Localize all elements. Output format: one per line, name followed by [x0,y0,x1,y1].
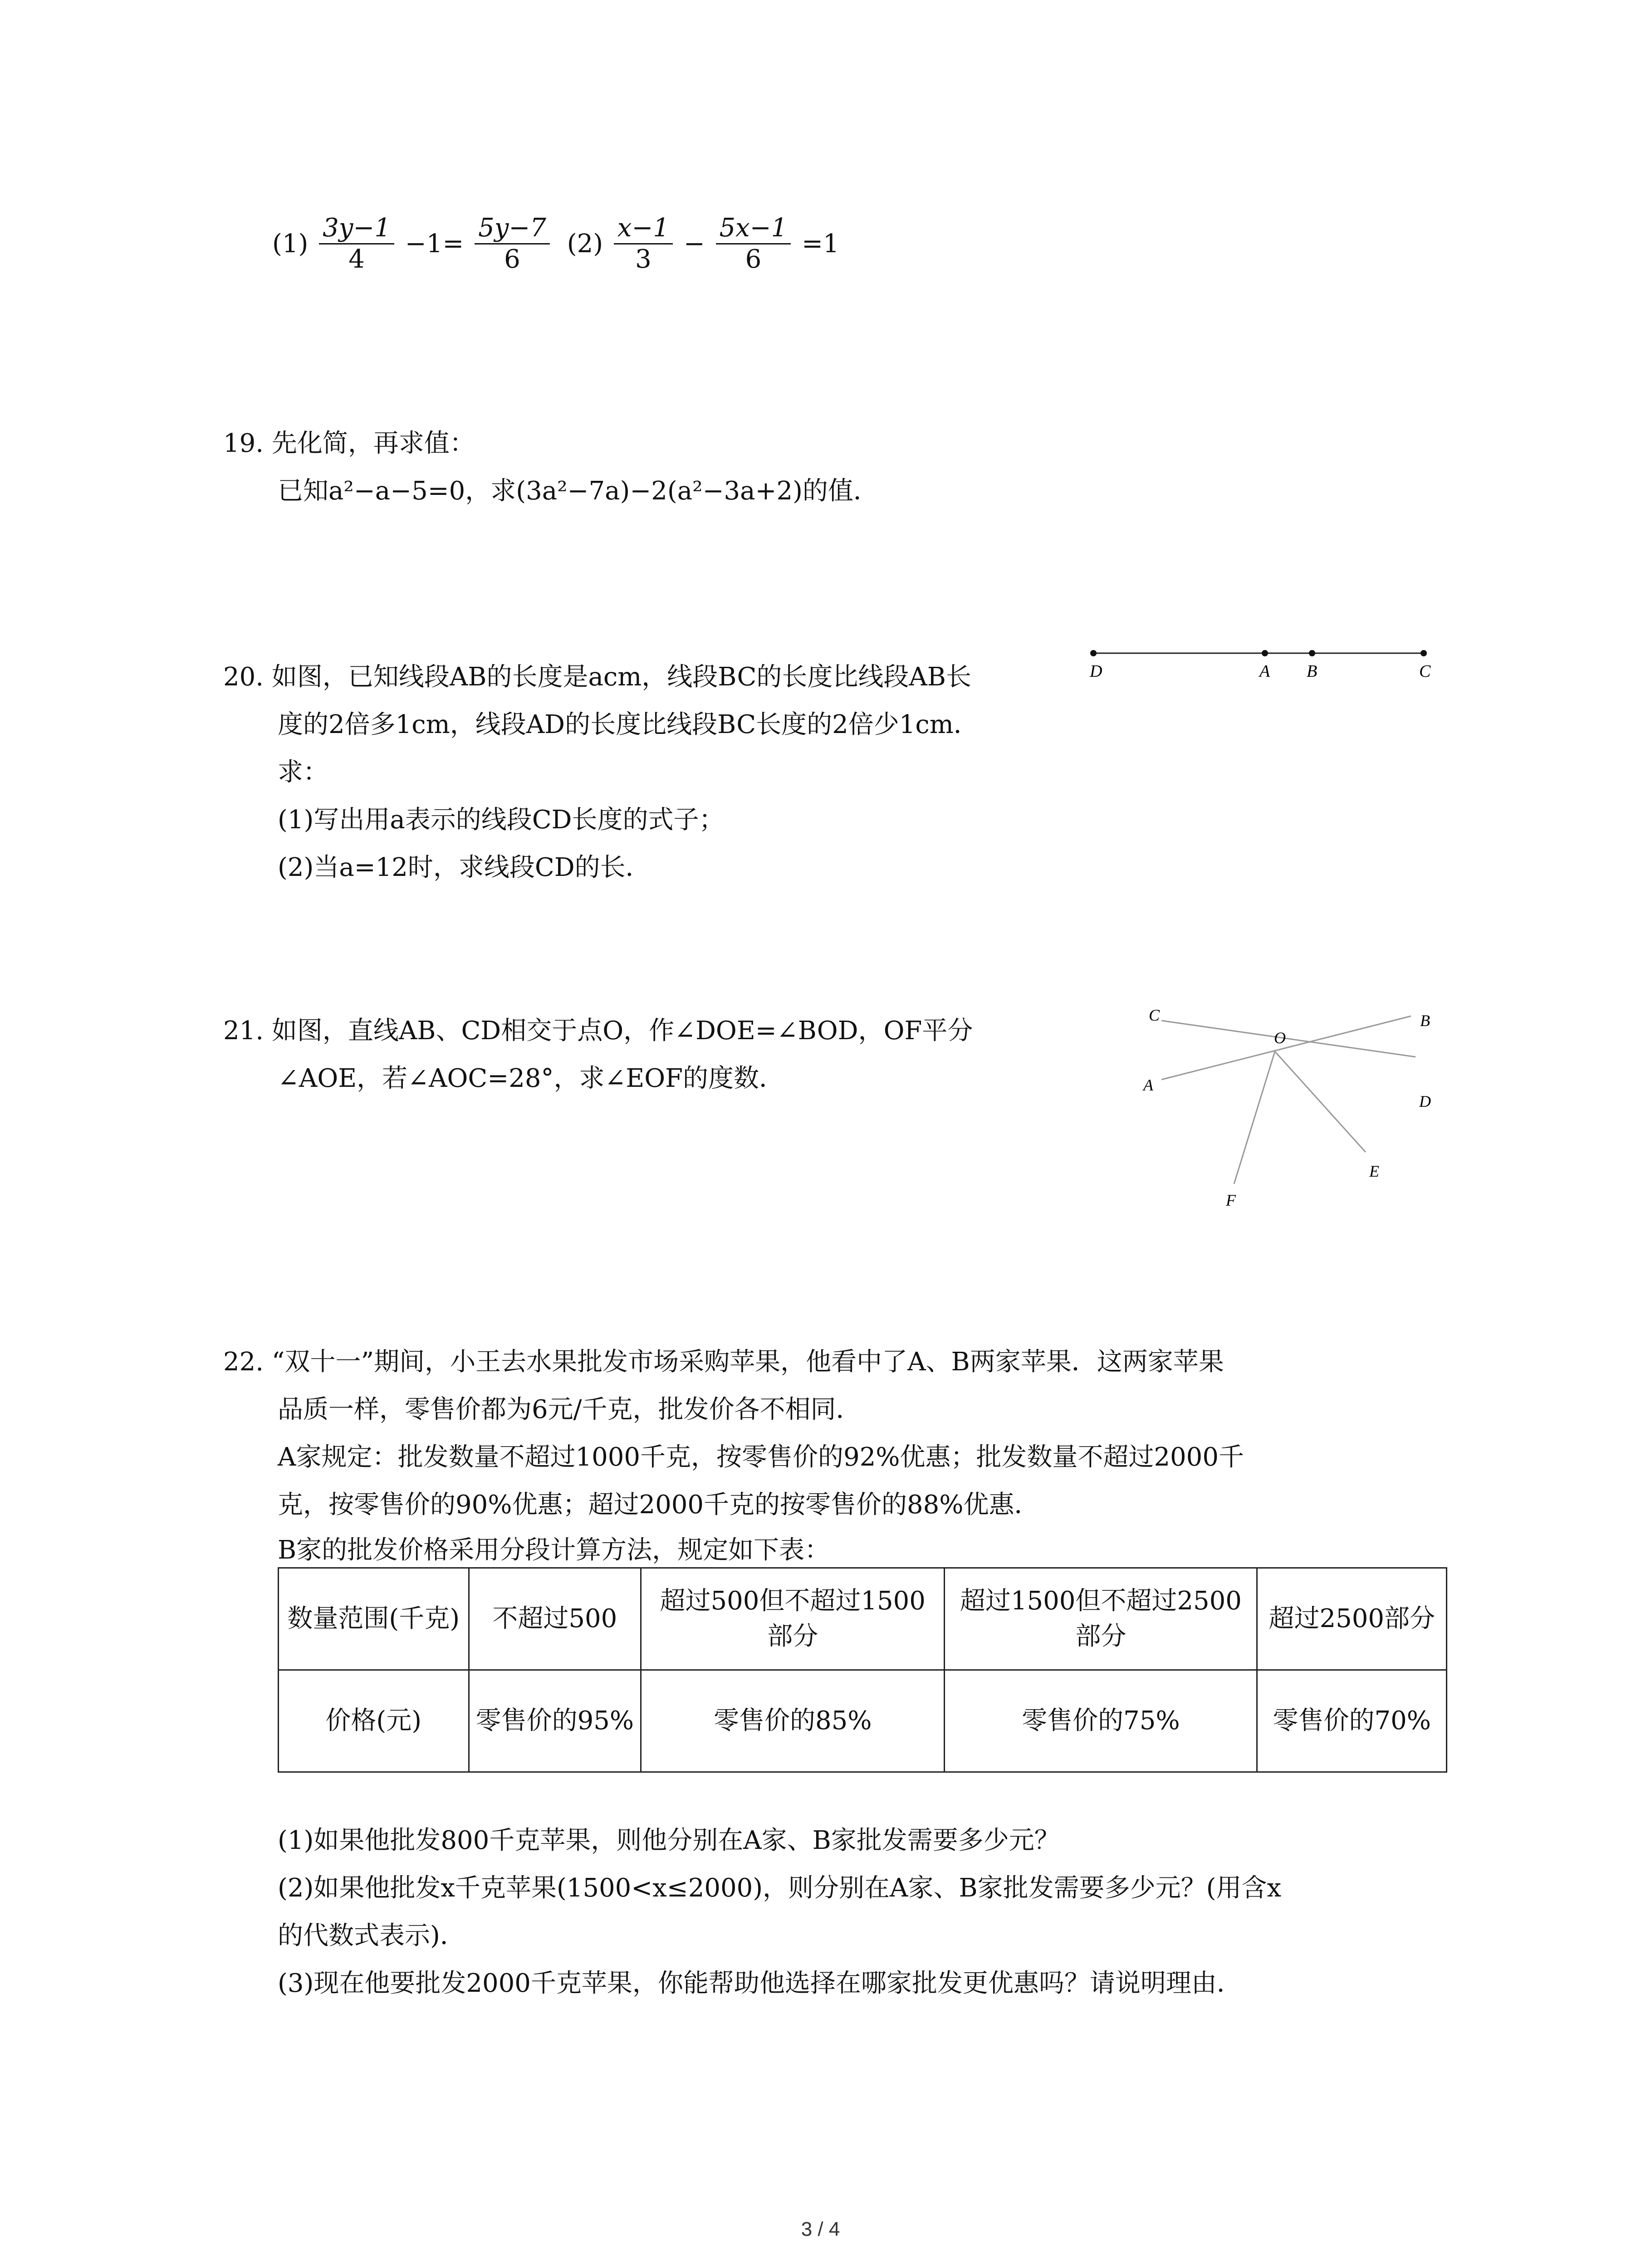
label-o: O [1274,1029,1286,1047]
q18-equations [272,213,839,274]
eq2-label: (2) [567,229,603,259]
label-f: F [1226,1191,1236,1209]
table-row [279,1670,1447,1772]
line-cd [1161,1021,1416,1057]
segment-figure [1080,640,1443,689]
point-a [1262,650,1268,656]
eq2-minus: − [683,229,705,259]
q19-text: 已知a²−a−5=0，求(3a²−7a)−2(a²−3a+2)的值． [278,476,879,506]
eq2-first-fraction [614,213,673,274]
pricing-table [278,1567,1447,1773]
point-d [1090,650,1097,656]
page-number: 3 / 4 [801,2218,840,2240]
label-c: C [1149,1006,1160,1024]
eq2-second-fraction [716,213,791,274]
q22-line3: A家规定：批发数量不超过1000千克，按零售价的92%优惠；批发数量不超过2000千 [278,1442,1244,1472]
q22-sub2b: 的代数式表示)． [278,1921,465,1950]
eq1-rhs-denominator: 6 [504,244,520,274]
table-cell: 零售价的75% [945,1670,1257,1772]
q22-line1: 22. “双十一”期间，小王去水果批发市场采购苹果，他看中了A、B两家苹果．这两家苹果 [223,1347,1224,1377]
eq2-end: =1 [802,229,839,259]
table-cell: 零售价的95% [469,1670,641,1772]
q21-line2: ∠AOE，若∠AOC=28°，求∠EOF的度数． [278,1064,785,1093]
label-b: B [1420,1012,1430,1030]
label-a: A [1143,1076,1153,1094]
table-cell: 零售价的85% [641,1670,945,1772]
q21-line1: 21. 如图，直线AB、CD相交于点O，作∠DOE=∠BOD，OF平分 [223,1016,973,1046]
table-cell: 超过1500但不超过2500部分 [945,1568,1257,1670]
label-e: E [1369,1162,1379,1180]
q22-sub1: (1)如果他批发800千克苹果，则他分别在A家、B家批发需要多少元？ [278,1826,1060,1855]
q19-title: 19. 先化简，再求值： [223,429,475,458]
eq1-label: (1) [272,229,309,259]
eq2-first-numerator: x−1 [614,213,673,244]
eq2-second-denominator: 6 [745,244,762,274]
table-cell: 价格(元) [279,1670,469,1772]
eq1-lhs-fraction [319,213,394,274]
q20-line4: (1)写出用a表示的线段CD长度的式子； [278,805,725,835]
q22-line4: 克，按零售价的90%优惠；超过2000千克的按零售价的88%优惠． [278,1490,1040,1520]
label-c: C [1419,662,1431,681]
q22-line5: B家的批发价格采用分段计算方法，规定如下表： [278,1535,830,1565]
table-cell: 超过2500部分 [1257,1568,1447,1670]
point-b [1309,650,1315,656]
angle-figure [1121,993,1456,1220]
table-cell: 数量范围(千克) [279,1568,469,1670]
label-b: B [1307,662,1318,681]
point-c [1421,650,1427,656]
eq2-second-numerator: 5x−1 [716,213,791,244]
q20-line5: (2)当a=12时，求线段CD的长． [278,853,651,882]
q22-sub3: (3)现在他要批发2000千克苹果，你能帮助他选择在哪家批发更优惠吗？请说明理由． [278,1969,1242,1998]
eq2-first-denominator: 3 [635,244,652,274]
q20-line3: 求： [278,758,328,787]
eq1-lhs-denominator: 4 [348,244,365,274]
table-header-row [279,1568,1447,1670]
q20-line1: 20. 如图，已知线段AB的长度是acm，线段BC的长度比线段AB长 [223,662,971,692]
table-cell: 零售价的70% [1257,1670,1447,1772]
table-cell: 超过500但不超过1500部分 [641,1568,945,1670]
label-d: D [1090,662,1102,681]
ray-oe [1275,1051,1366,1152]
q22-line2: 品质一样，零售价都为6元/千克，批发价各不相同． [278,1395,862,1424]
label-d: D [1419,1092,1431,1110]
eq1-middle: −1= [405,229,464,259]
ray-of [1234,1051,1275,1184]
eq1-rhs-numerator: 5y−7 [475,213,550,244]
eq1-rhs-fraction [475,213,550,274]
table-cell: 不超过500 [469,1568,641,1670]
label-a: A [1259,662,1270,681]
q20-line2: 度的2倍多1cm，线段AD的长度比线段BC长度的2倍少1cm． [278,710,979,739]
q22-sub2a: (2)如果他批发x千克苹果(1500<x≤2000)，则分别在A家、B家批发需要多少元？(用含x [278,1873,1282,1903]
eq1-lhs-numerator: 3y−1 [319,213,394,244]
